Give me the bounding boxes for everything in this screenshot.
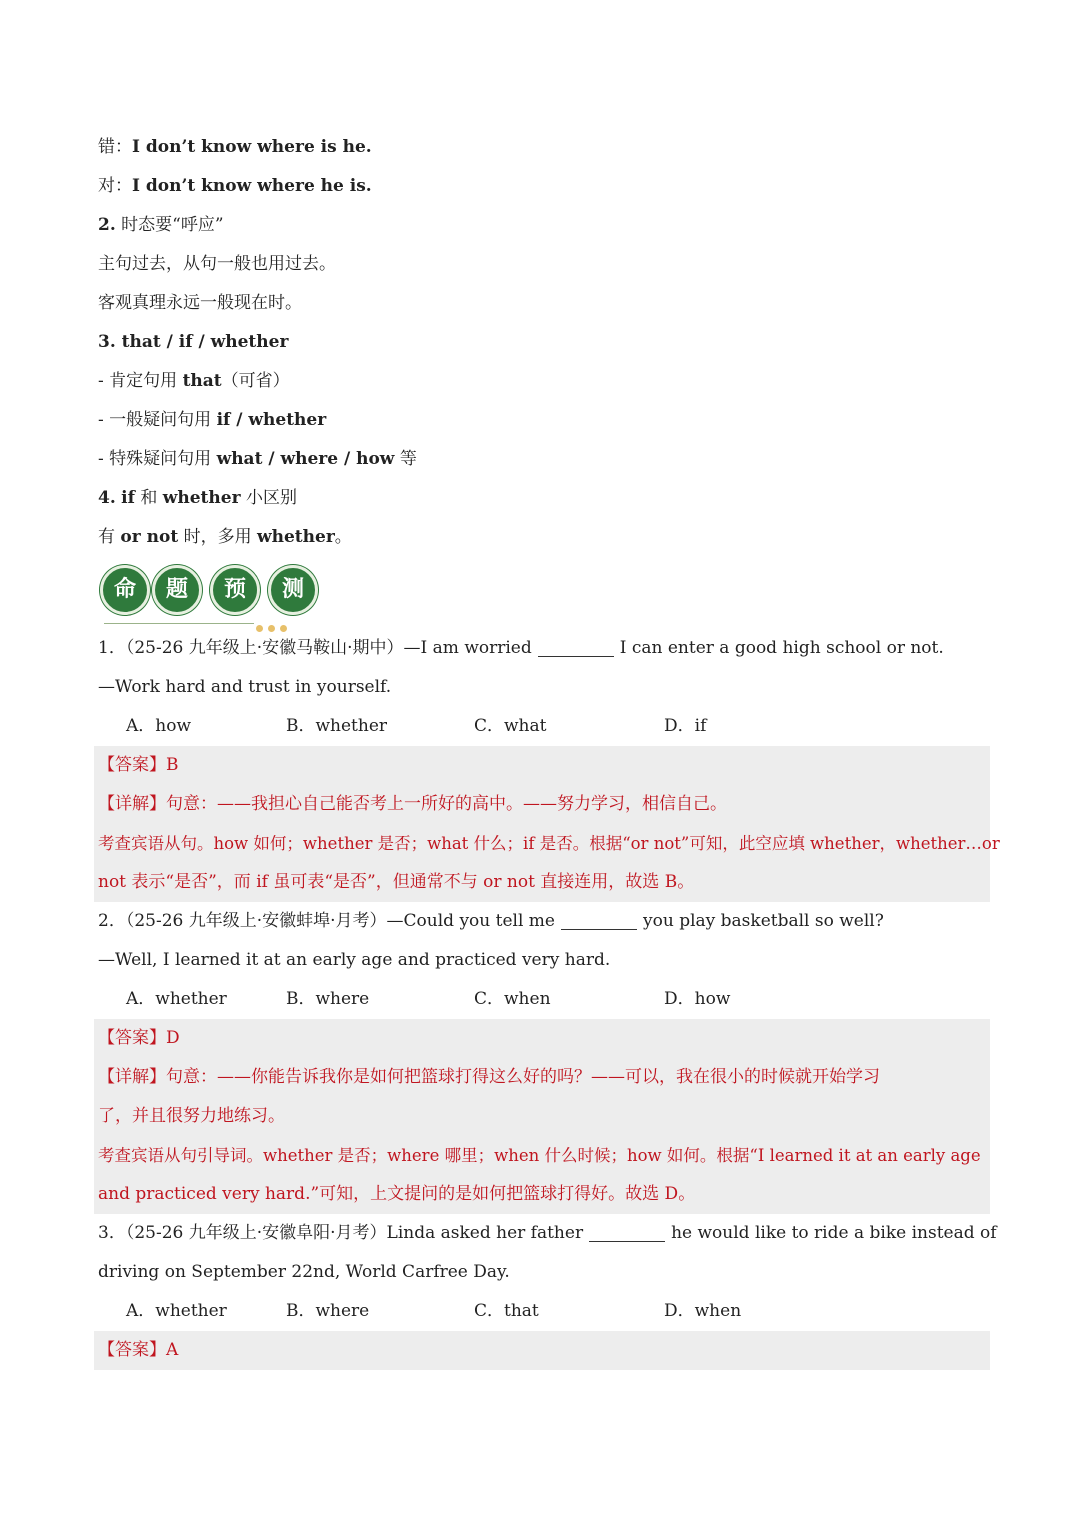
banner-char: 预: [210, 565, 260, 615]
banner-char: 题: [152, 565, 202, 615]
wrong-example: 错：I don’t know where is he.: [98, 137, 372, 157]
answer-box: [94, 746, 1000, 902]
option-b: B．where: [286, 989, 370, 1009]
option-d: D．if: [664, 716, 707, 736]
question-dialogue: —Well, I learned it at an early age and practiced very hard.: [98, 950, 611, 970]
rule2-line1: 主句过去，从句一般也用过去。: [98, 254, 336, 274]
option-a: A．whether: [126, 1301, 227, 1321]
option-c: C．that: [474, 1301, 539, 1321]
rule3-title: 3. that / if / whether: [98, 332, 289, 352]
banner-char: 命: [100, 565, 150, 615]
question-stem: 3．（25-26 九年级上·安徽阜阳·月考）Linda asked her father he would like to ride a bike instead of: [98, 1223, 997, 1243]
question-dialogue: —Work hard and trust in yourself.: [98, 677, 392, 697]
rule2-line2: 客观真理永远一般现在时。: [98, 293, 302, 313]
option-b: B．whether: [286, 716, 388, 736]
question-options: [98, 980, 988, 1019]
answer-detail: 【详解】句意：——你能告诉我你是如何把篮球打得这么好的吗？——可以，我在很小的时候就开始学习: [98, 1067, 880, 1087]
option-a: A．how: [126, 716, 192, 736]
answer-blank: [538, 640, 614, 657]
rule3-item: - 一般疑问句用 if / whether: [98, 410, 327, 430]
answer-box: [94, 1019, 990, 1214]
answer-blank: [589, 1225, 665, 1242]
answer-detail: not 表示“是否”，而 if 虽可表“是否”，但通常不与 or not 直接连用，故选 B。: [98, 872, 695, 892]
rule4-title: 4. if 和 whether 小区别: [98, 488, 297, 508]
section-banner-prediction: [98, 559, 988, 629]
question-options: [98, 707, 988, 746]
answer-key: 【答案】D: [98, 1028, 180, 1048]
option-c: C．when: [474, 989, 551, 1009]
option-d: D．when: [664, 1301, 742, 1321]
answer-detail: 了，并且很努力地练习。: [98, 1106, 285, 1126]
banner-dots-decoration: [256, 617, 292, 636]
answer-detail: 考查宾语从句。how 如何；whether 是否；what 什么；if 是否。根据“or not”可知，此空应填 whether，whether…or: [98, 834, 1000, 853]
document-page: [98, 128, 1000, 1370]
question-continuation: driving on September 22nd, World Carfree Day.: [98, 1262, 510, 1282]
question-options: [98, 1292, 988, 1331]
option-c: C．what: [474, 716, 547, 736]
question-stem: 2．（25-26 九年级上·安徽蚌埠·月考）—Could you tell me you play basketball so well?: [98, 911, 884, 931]
answer-detail: 【详解】句意：——我担心自己能否考上一所好的高中。——努力学习，相信自己。: [98, 794, 727, 814]
answer-detail: and practiced very hard.”可知，上文提问的是如何把篮球打得好。故选 D。: [98, 1184, 696, 1204]
answer-box: [94, 1331, 990, 1370]
banner-divider: [104, 623, 254, 624]
rule2-title: 2. 时态要“呼应”: [98, 215, 224, 235]
rule3-item: - 肯定句用 that（可省）: [98, 371, 290, 391]
answer-key: 【答案】B: [98, 755, 179, 775]
option-b: B．where: [286, 1301, 370, 1321]
answer-key: 【答案】A: [98, 1340, 179, 1360]
rule4-line1: 有 or not 时，多用 whether。: [98, 527, 352, 547]
question-stem: 1．（25-26 九年级上·安徽马鞍山·期中）—I am worried I can enter a good high school or not.: [98, 638, 944, 658]
rule3-item: - 特殊疑问句用 what / where / how 等: [98, 449, 417, 469]
answer-detail: 考查宾语从句引导词。whether 是否；where 哪里；when 什么时候；how 如何。根据“I learned it at an early age: [98, 1146, 981, 1165]
answer-blank: [561, 913, 637, 930]
option-d: D．how: [664, 989, 731, 1009]
banner-char: 测: [268, 565, 318, 615]
option-a: A．whether: [126, 989, 227, 1009]
right-example: 对：I don’t know where he is.: [98, 176, 372, 196]
